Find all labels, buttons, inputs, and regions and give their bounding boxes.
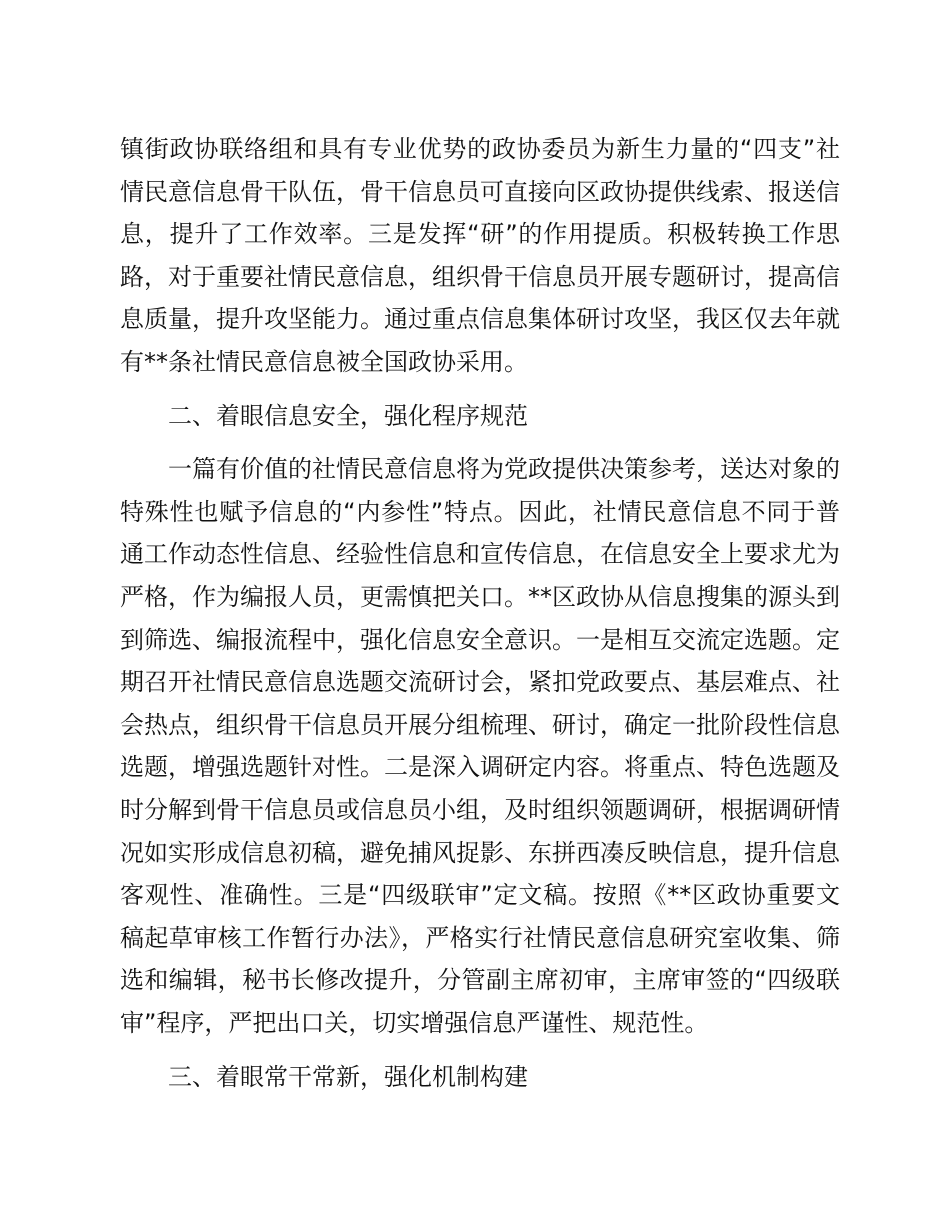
section-heading-3: 三、着眼常干常新，强化机制构建	[168, 1063, 528, 1092]
section-heading-2: 二、着眼信息安全，强化程序规范	[168, 401, 528, 430]
paragraph-continued: 镇街政协联络组和具有专业优势的政协委员为新生力量的“四支”社情民意信息骨干队伍，骨干信息员可直接向区政协提供线索、报送信息，提升了工作效率。三是发挥“研”的作用提质。积极转换工作思路，对于重要社情民意信息，组织骨干信息员开展专题研讨，提高信息质量，提升攻坚能力。通过重点信息集体研讨攻坚，我区仅去年就有**条社情民意信息被全国政协采用。	[120, 135, 840, 376]
paragraph-section-2: 一篇有价值的社情民意信息将为党政提供决策参考，送达对象的特殊性也赋予信息的“内参性”特点。因此，社情民意信息不同于普通工作动态性信息、经验性信息和宣传信息，在信息安全上要求尤为严格，作为编报人员，更需慎把关口。**区政协从信息搜集的源头到到筛选、编报流程中，强化信息安全意识。一是相互交流定选题。定期召开社情民意信息选题交流研讨会，紧扣党政要点、基层难点、社会热点，组织骨干信息员开展分组梳理、研讨，确定一批阶段性信息选题，增强选题针对性。二是深入调研定内容。将重点、特色选题及时分解到骨干信息员或信息员小组，及时组织领题调研，根据调研情况如实形成信息初稿，避免捕风捉影、东拼西凑反映信息，提升信息客观性、准确性。三是“四级联审”定文稿。按照《**区政协重要文稿起草审核工作暂行办法》，严格实行社情民意信息研究室收集、筛选和编辑，秘书长修改提升，分管副主席初审，主席审签的“四级联审”程序，严把出口关，切实增强信息严谨性、规范性。	[120, 455, 840, 1037]
document-page	[120, 128, 840, 1099]
